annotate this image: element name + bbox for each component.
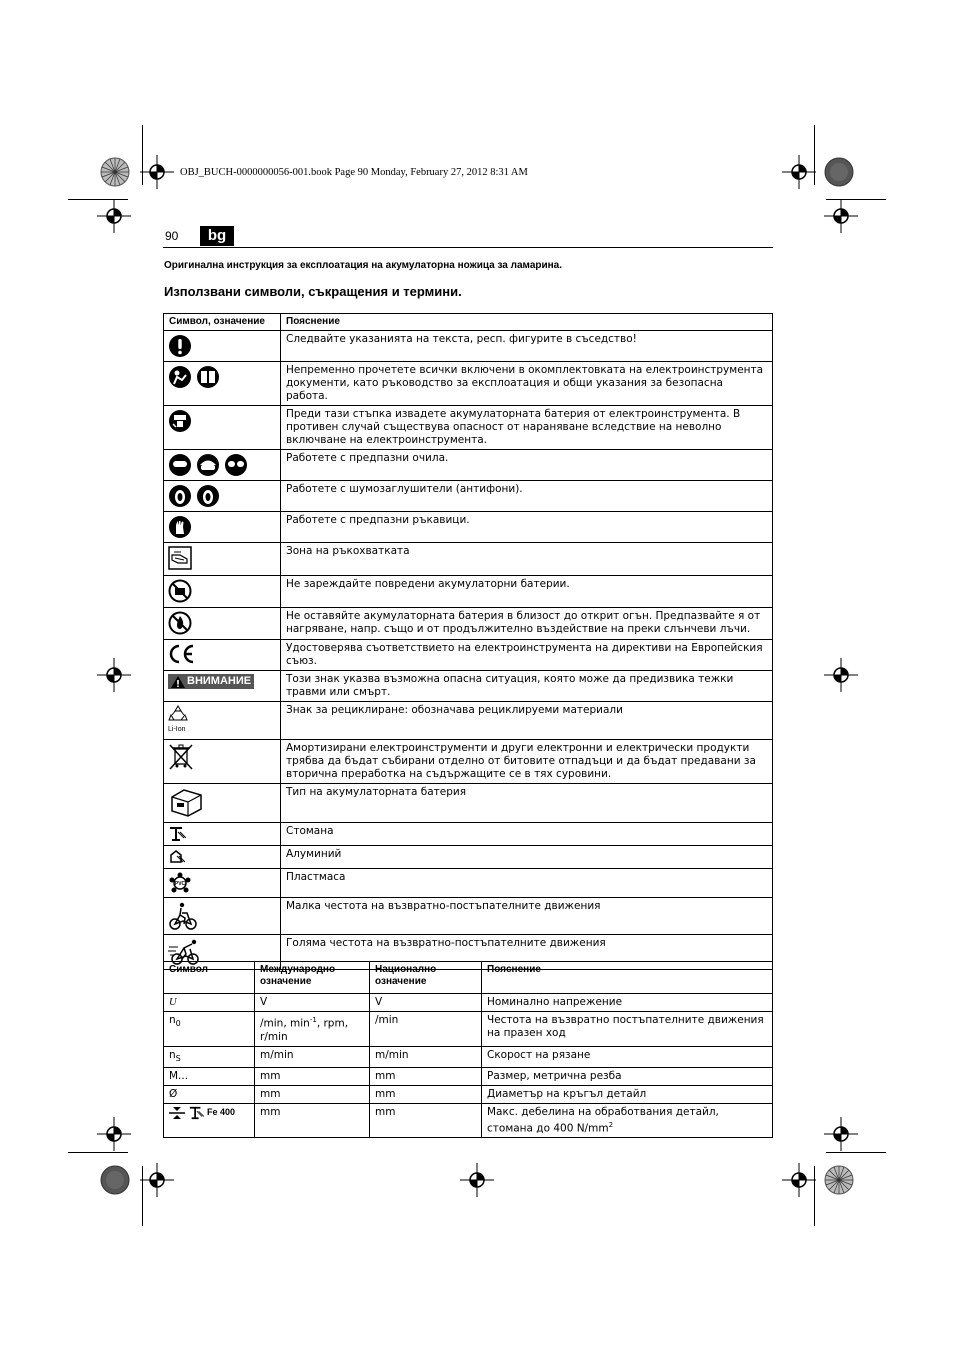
- unit-explanation: Скорост на рязане: [482, 1046, 773, 1067]
- table-header-row: [164, 314, 773, 331]
- symbol-description: Непременно прочетете всички включени в окомплектовката на електроинструмента документи, като ръководство за експлоатация и общи указания за безопасна работа.: [281, 362, 773, 406]
- table-row: [164, 640, 773, 671]
- battery-type-icon: [168, 787, 204, 819]
- table-row: [164, 406, 773, 450]
- registration-mark-icon: [140, 1163, 174, 1197]
- registration-mark-icon: [97, 1117, 131, 1151]
- gray-target-icon: [824, 157, 854, 187]
- national-unit: m/min: [370, 1046, 482, 1067]
- national-unit: mm: [370, 1085, 482, 1103]
- symbol-description: Следвайте указанията на текста, респ. фигурите в съседство!: [281, 331, 773, 362]
- unit-symbol: $n_S$: [164, 1046, 255, 1067]
- table-row: [164, 846, 773, 869]
- unit-symbol: M...: [164, 1067, 255, 1085]
- table-row: [164, 671, 773, 702]
- ear-protection-icon: [168, 484, 220, 508]
- registration-mark-icon: [782, 1163, 816, 1197]
- safety-goggles-icon: [168, 453, 248, 477]
- symbol-description: Малка честота на възвратно-постъпателните движения: [281, 898, 773, 935]
- national-unit: mm: [370, 1103, 482, 1138]
- section-title: Използвани символи, съкращения и термини.: [164, 284, 462, 299]
- column-header: Пояснение: [482, 962, 773, 994]
- table-row: [164, 1067, 773, 1085]
- table-row: [164, 512, 773, 543]
- column-header: Международно означение: [255, 962, 370, 994]
- national-unit: V: [370, 994, 482, 1012]
- table-row: [164, 702, 773, 740]
- unit-explanation: Размер, метрична резба: [482, 1067, 773, 1085]
- national-unit: mm: [370, 1067, 482, 1085]
- pvc-label: PVC: [174, 881, 186, 887]
- registration-mark-icon: [460, 1163, 494, 1197]
- star-target-icon: [100, 157, 130, 187]
- symbols-table: [163, 313, 773, 970]
- plastic-icon: [168, 872, 192, 894]
- table-row: [164, 784, 773, 823]
- table-row: [164, 362, 773, 406]
- symbol-description: Преди тази стъпка извадете акумулаторната батерия от електроинструмента. В противен случай съществува опасност от нараняване вследствие на неволно включване на електроинструмента.: [281, 406, 773, 450]
- registration-mark-icon: [782, 155, 816, 189]
- column-header: Символ, означение: [164, 314, 281, 331]
- table-row: [164, 331, 773, 362]
- international-unit: V: [255, 994, 370, 1012]
- crossed-bin-icon: [168, 743, 194, 771]
- steel-icon: [188, 1106, 204, 1120]
- ce-mark-icon: [168, 643, 196, 665]
- symbol-description: Работете с предпазни очила.: [281, 450, 773, 481]
- gloves-icon: [168, 515, 192, 539]
- gray-target-icon: [100, 1165, 130, 1195]
- registration-mark-icon: [140, 155, 174, 189]
- symbol-description: Тип на акумулаторната батерия: [281, 784, 773, 823]
- symbol-description: Работете с шумозаглушители (антифони).: [281, 481, 773, 512]
- table-row: [164, 576, 773, 608]
- unit-explanation: Номинално напрежение: [482, 994, 773, 1012]
- exclamation-icon: [168, 334, 192, 358]
- international-unit: mm: [255, 1103, 370, 1138]
- grip-zone-icon: [168, 546, 192, 570]
- table-row: [164, 869, 773, 898]
- unit-explanation: Честота на възвратно постъпателните движения на празен ход: [482, 1012, 773, 1047]
- star-target-icon: [824, 1165, 854, 1195]
- table-row: [164, 608, 773, 640]
- table-row: [164, 1085, 773, 1103]
- symbol-description: Голяма честота на възвратно-постъпателните движения: [281, 935, 773, 970]
- international-unit: m/min: [255, 1046, 370, 1067]
- read-manual-icon: [168, 365, 220, 389]
- unit-symbol: Ø: [164, 1085, 255, 1103]
- crop-mark: [68, 1152, 128, 1153]
- table-row: [164, 1103, 773, 1138]
- crop-mark: [826, 1152, 886, 1153]
- column-header: Пояснение: [281, 314, 773, 331]
- international-unit: /min, $\min^{-1}$, rpm, r/min: [255, 1012, 370, 1047]
- unit-explanation: Макс. дебелина на обработвания детайл, стомана до 400 $N/mm^2$: [482, 1103, 773, 1138]
- national-unit: /min: [370, 1012, 482, 1047]
- slow-cyclist-icon: [168, 901, 198, 931]
- registration-mark-icon: [97, 658, 131, 692]
- book-info: OBJ_BUCH-0000000056-001.book Page 90 Monday, February 27, 2012 8:31 AM: [180, 167, 528, 178]
- registration-mark-icon: [97, 199, 131, 233]
- table-row: [164, 1012, 773, 1047]
- remove-battery-icon: [168, 409, 192, 433]
- table-row: [164, 994, 773, 1012]
- symbol-description: Работете с предпазни ръкавици.: [281, 512, 773, 543]
- no-fire-icon: [168, 611, 192, 635]
- units-table: [163, 961, 773, 1138]
- symbol-description: Не зареждайте повредени акумулаторни батерии.: [281, 576, 773, 608]
- registration-mark-icon: [824, 658, 858, 692]
- steel-icon: [168, 826, 186, 842]
- recycle-icon: [168, 705, 188, 723]
- symbol-description: Удостоверява съответствието на електроинструмента на директиви на Европейския съюз.: [281, 640, 773, 671]
- fe-400-label: Fe 400: [207, 1106, 236, 1117]
- table-header-row: [164, 962, 773, 994]
- table-row: [164, 543, 773, 576]
- aluminium-icon: [168, 849, 186, 865]
- unit-symbol: $n_0$: [164, 1012, 255, 1047]
- international-unit: mm: [255, 1085, 370, 1103]
- table-row: [164, 740, 773, 784]
- unit-explanation: Диаметър на кръгъл детайл: [482, 1085, 773, 1103]
- symbol-description: Не оставяйте акумулаторната батерия в близост до открит огън. Предпазвайте я от нагряване, напр. също и от продължително въздействие на преки слънчеви лъчи.: [281, 608, 773, 640]
- symbol-description: Алуминий: [281, 846, 773, 869]
- page-number: 90: [165, 229, 179, 243]
- table-row: [164, 450, 773, 481]
- thickness-icon: [169, 1106, 185, 1120]
- table-row: [164, 481, 773, 512]
- header-rule: [163, 247, 773, 248]
- symbol-description: Амортизирани електроинструменти и други електронни и електрически продукти трябва да бъдат събирани отделно от битовите отпадъци и да бъдат предавани за вторична преработка на съдържащите се в тях суровини.: [281, 740, 773, 784]
- language-badge: bg: [200, 226, 234, 246]
- li-ion-label: Li-Ion: [168, 726, 186, 733]
- symbol-description: Зона на ръкохватката: [281, 543, 773, 576]
- unit-symbol: U: [164, 994, 255, 1012]
- registration-mark-icon: [824, 1117, 858, 1151]
- column-header: Национално означение: [370, 962, 482, 994]
- symbol-description: Този знак указва възможна опасна ситуация, която може да предизвика тежки травми или смърт.: [281, 671, 773, 702]
- registration-mark-icon: [824, 199, 858, 233]
- symbol-description: Стомана: [281, 823, 773, 846]
- unit-symbol: [164, 1103, 255, 1138]
- table-row: [164, 823, 773, 846]
- table-row: [164, 898, 773, 935]
- table-row: [164, 1046, 773, 1067]
- warning-label: ВНИМАНИЕ: [187, 675, 252, 687]
- warning-sign-icon: [168, 674, 254, 689]
- symbol-description: Знак за рециклиране: обозначава рециклируеми материали: [281, 702, 773, 740]
- column-header: Символ: [164, 962, 255, 994]
- no-charge-damaged-icon: [168, 579, 192, 603]
- symbol-description: Пластмаса: [281, 869, 773, 898]
- document-subtitle: Оригинална инструкция за експлоатация на акумулаторна ножица за ламарина.: [164, 260, 563, 271]
- international-unit: mm: [255, 1067, 370, 1085]
